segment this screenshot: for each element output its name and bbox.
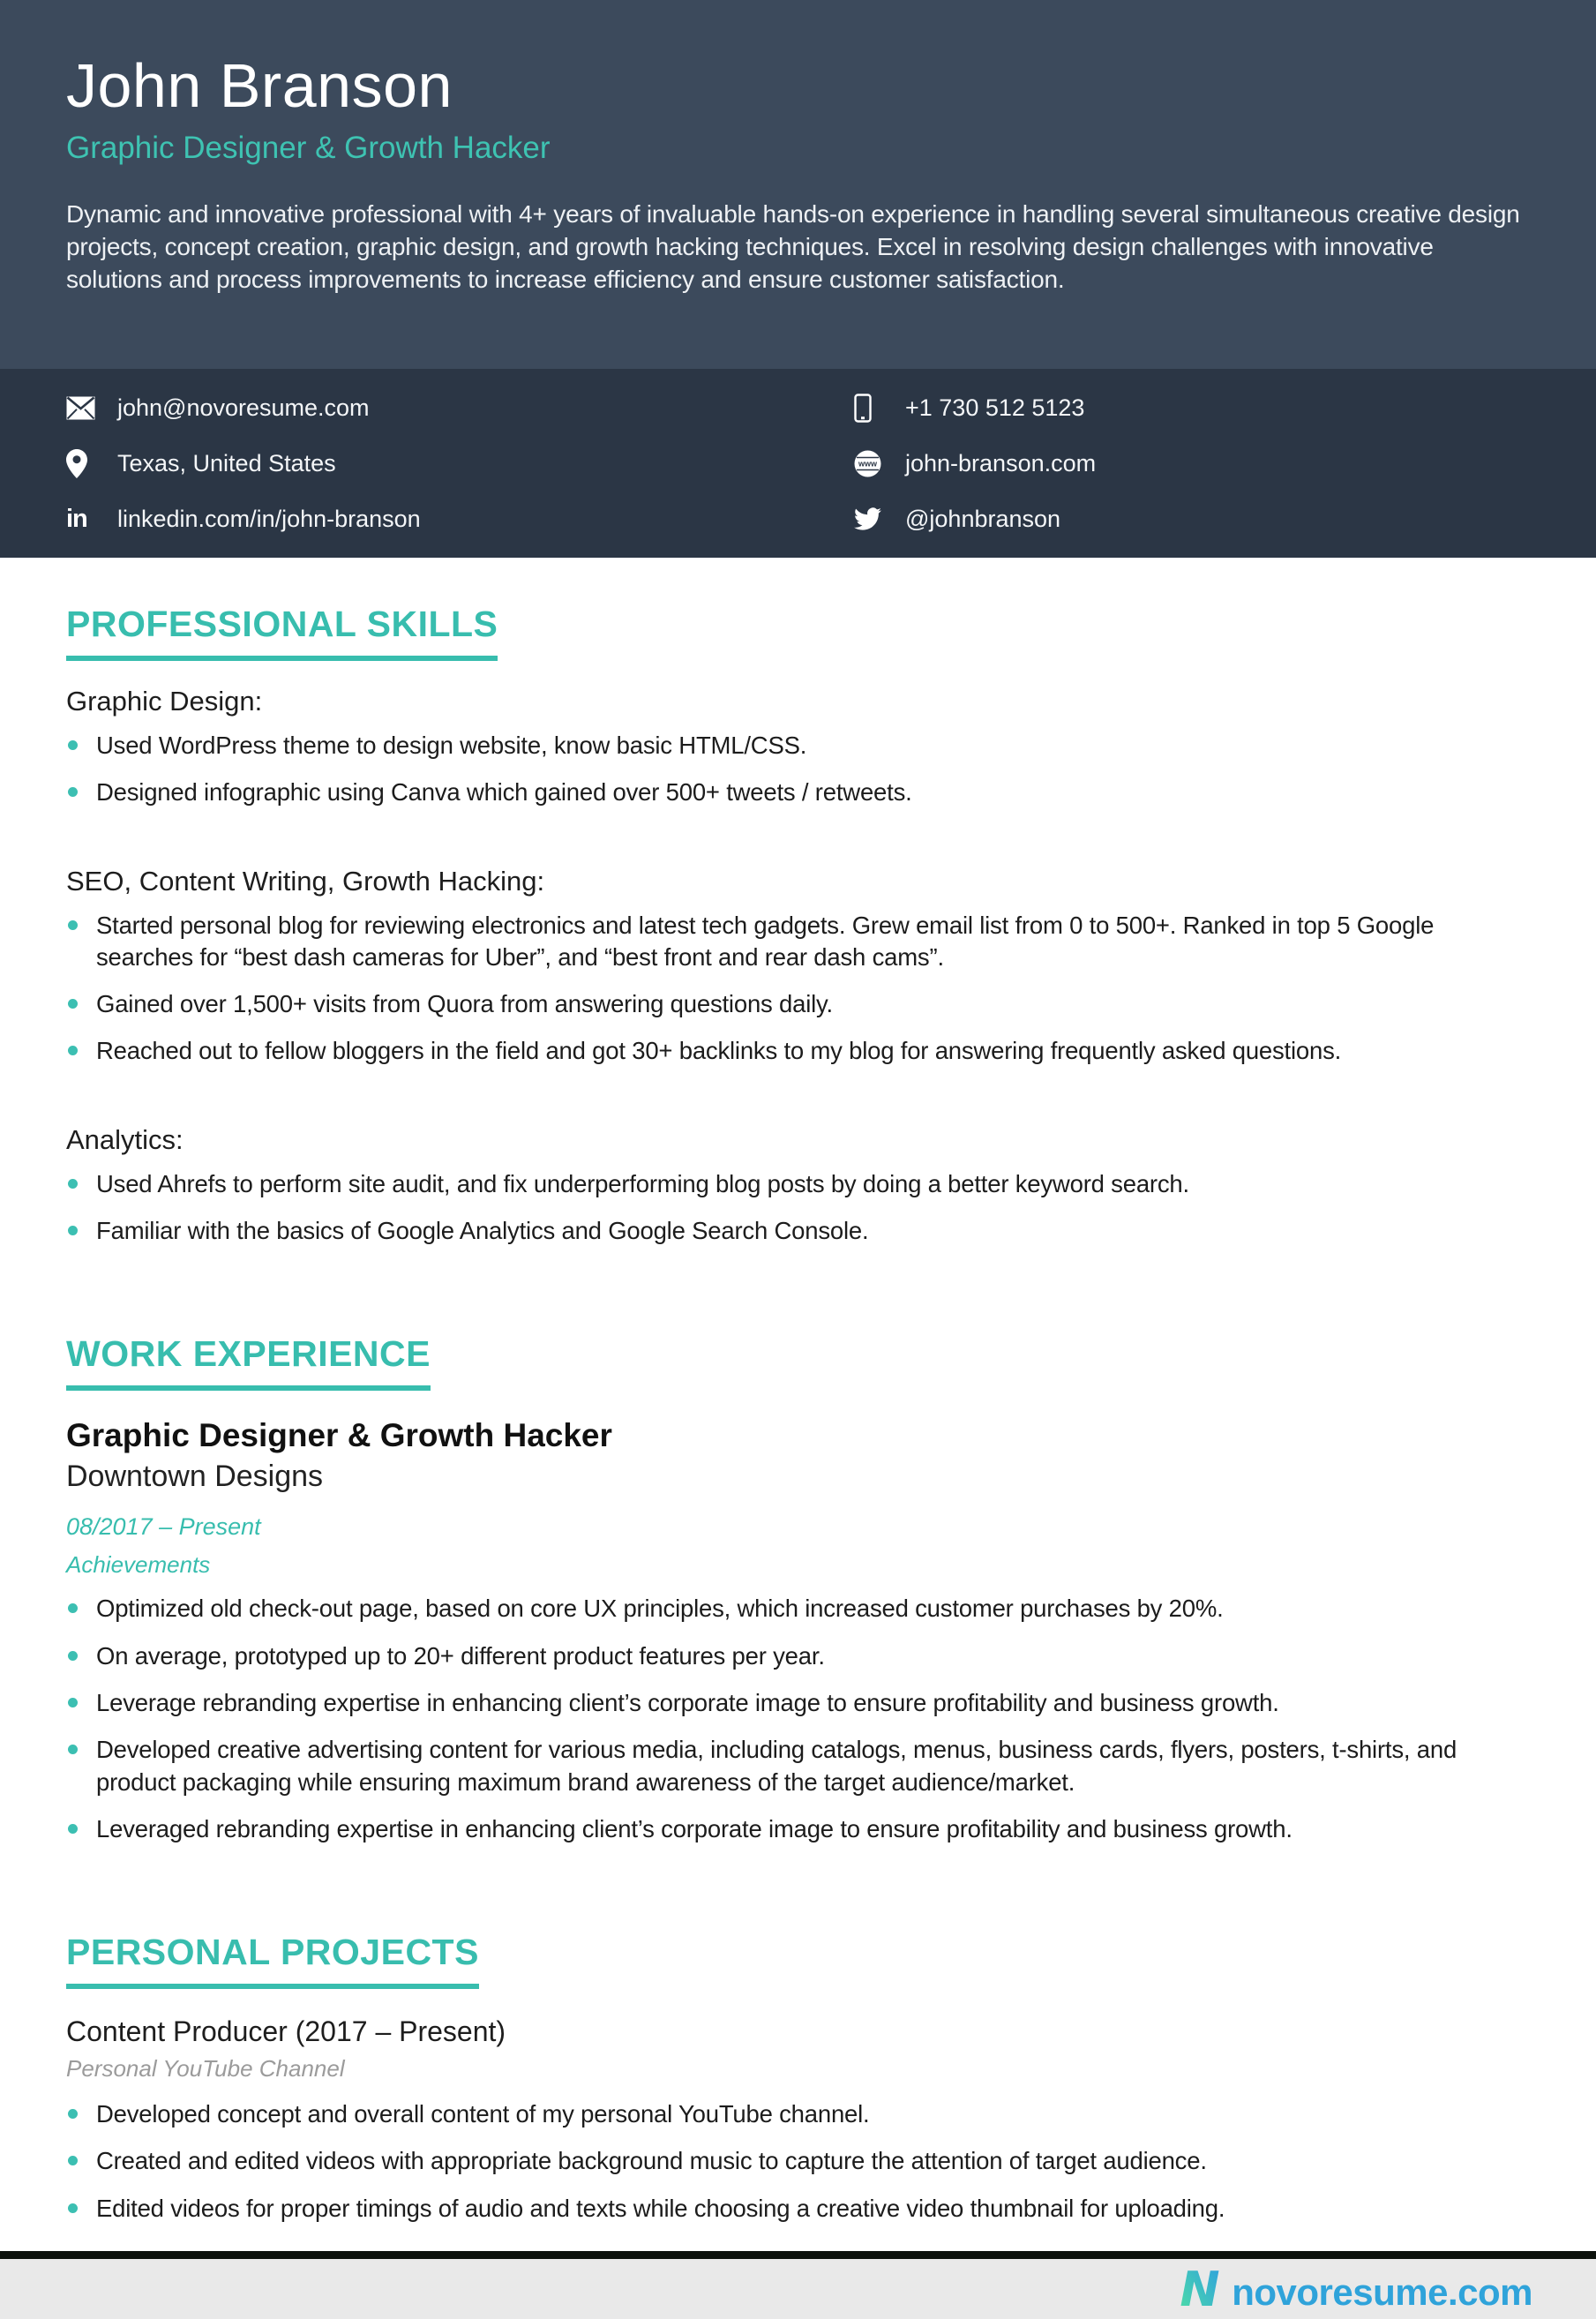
achievement-list — [66, 1593, 1534, 1845]
svg-text:N: N — [1180, 2262, 1220, 2318]
project-bullet-list — [66, 2098, 1534, 2225]
work-experience-heading: WORK EXPERIENCE — [66, 1333, 431, 1391]
project-subtitle: Personal YouTube Channel — [66, 2055, 345, 2083]
resume-header — [0, 0, 1596, 369]
bullet-item: Gained over 1,500+ visits from Quora from answering questions daily. — [66, 988, 1534, 1020]
contact-email — [66, 394, 854, 423]
resume-body — [0, 558, 1596, 2319]
contact-website-text: john-branson.com — [905, 449, 1097, 477]
candidate-title: Graphic Designer & Growth Hacker — [66, 131, 551, 165]
contact-twitter-text: @johnbranson — [905, 505, 1061, 532]
contact-linkedin — [66, 505, 854, 534]
globe-icon — [854, 450, 889, 477]
novoresume-logo-text: novoresume.com — [1232, 2270, 1532, 2313]
bullet-item: Used Ahrefs to perform site audit, and fix underperforming blog posts by doing a better keyword search. — [66, 1168, 1534, 1200]
personal-projects-heading: PERSONAL PROJECTS — [66, 1932, 479, 1989]
bullet-item: Created and edited videos with appropriate background music to capture the attention of target audience. — [66, 2145, 1534, 2177]
brand-footer — [66, 2262, 1534, 2319]
bullet-item: Edited videos for proper timings of audio and texts while choosing a creative video thumbnail for uploading. — [66, 2193, 1534, 2225]
contact-bar — [0, 369, 1596, 558]
bullet-item: Developed concept and overall content of my personal YouTube channel. — [66, 2098, 1534, 2130]
skill-bullet-list — [66, 1168, 1534, 1248]
job-title: Graphic Designer & Growth Hacker — [66, 1417, 612, 1454]
company-name: Downtown Designs — [66, 1460, 324, 1494]
bottom-edge-bar — [0, 2251, 1596, 2259]
skill-group-seo — [66, 866, 1534, 1068]
contact-location — [66, 449, 854, 478]
novoresume-logo-icon — [1177, 2262, 1223, 2319]
skill-group-title: Graphic Design: — [66, 686, 263, 717]
skill-group-analytics — [66, 1124, 1534, 1248]
skill-bullet-list — [66, 730, 1534, 809]
bullet-item: Started personal blog for reviewing electronics and latest tech gadgets. Grew email list from 0 to 500+. Ranked in top 5 Google searches for “best dash cameras for Uber”, and “best front and rear dash cams”. — [66, 910, 1534, 974]
contact-location-text: Texas, United States — [117, 449, 336, 477]
bullet-item: Optimized old check-out page, based on core UX principles, which increased customer purchases by 20%. — [66, 1593, 1534, 1625]
bullet-item: Leveraged rebranding expertise in enhancing client’s corporate image to ensure profitability and business growth. — [66, 1813, 1534, 1845]
skill-group-title: SEO, Content Writing, Growth Hacking: — [66, 865, 545, 897]
bullet-item: Reached out to fellow bloggers in the field and got 30+ backlinks to my blog for answering frequently asked questions. — [66, 1035, 1534, 1067]
bullet-item: Developed creative advertising content for various media, including catalogs, menus, business cards, flyers, posters, t-shirts, and product packaging while ensuring maximum brand awareness of the target audience/market. — [66, 1734, 1534, 1798]
contact-twitter — [854, 505, 1534, 534]
skill-bullet-list — [66, 910, 1534, 1068]
section-professional-skills — [66, 604, 1534, 1247]
bullet-item: On average, prototyped up to 20+ different product features per year. — [66, 1640, 1534, 1672]
email-icon — [66, 396, 101, 420]
candidate-summary: Dynamic and innovative professional with 4+ years of invaluable hands-on experience in handling several simultaneous creative design projects, concept creation, graphic design, and growth hacking techniques. Excel in resolving design challenges with innovative solutions and process improvements to increase efficiency and ensure customer satisfaction. — [66, 200, 1520, 294]
bullet-item: Used WordPress theme to design website, know basic HTML/CSS. — [66, 730, 1534, 762]
svg-text:www: www — [858, 459, 878, 469]
location-pin-icon — [66, 449, 101, 478]
project-title: Content Producer (2017 – Present) — [66, 2015, 506, 2048]
contact-email-text: john@novoresume.com — [117, 394, 370, 421]
contact-phone — [854, 394, 1534, 423]
bullet-item: Leverage rebranding expertise in enhancing client’s corporate image to ensure profitability and business growth. — [66, 1687, 1534, 1719]
contact-website — [854, 449, 1534, 478]
professional-skills-heading: PROFESSIONAL SKILLS — [66, 604, 498, 661]
phone-icon — [854, 394, 889, 423]
bullet-item: Familiar with the basics of Google Analytics and Google Search Console. — [66, 1215, 1534, 1247]
twitter-icon — [854, 507, 889, 530]
section-work-experience — [66, 1333, 1534, 1845]
contact-linkedin-text: linkedin.com/in/john-branson — [117, 505, 421, 532]
job-period: 08/2017 – Present — [66, 1513, 261, 1541]
achievements-label: Achievements — [66, 1551, 211, 1579]
linkedin-icon: in — [66, 504, 87, 533]
contact-phone-text: +1 730 512 5123 — [905, 394, 1085, 421]
bullet-item: Designed infographic using Canva which gained over 500+ tweets / retweets. — [66, 777, 1534, 808]
skill-group-title: Analytics: — [66, 1123, 184, 1155]
skill-group-graphic-design — [66, 686, 1534, 809]
section-personal-projects — [66, 1932, 1534, 2225]
candidate-name: John Branson — [66, 51, 453, 120]
